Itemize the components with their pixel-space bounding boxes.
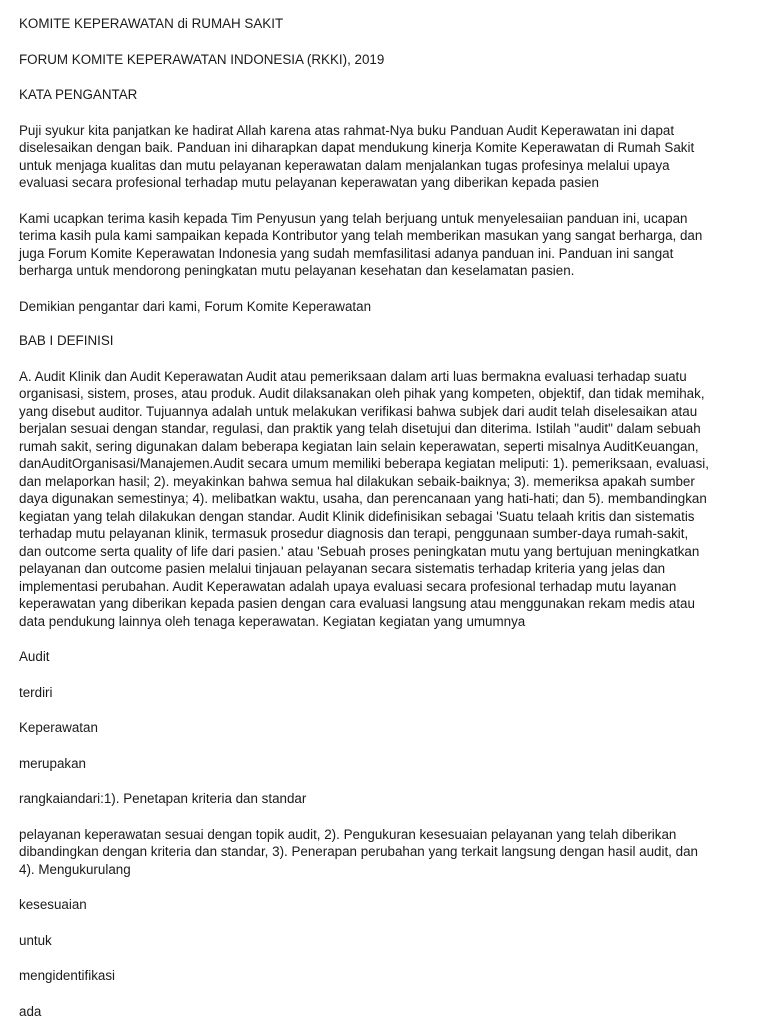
text-line: Kami ucapkan terima kasih kepada Tim Penyusun yang telah berjuang untuk menyelesaiian panduan ini, ucapan <box>19 210 688 226</box>
text-line: daya digunakan semestinya; 4). melibatkan waktu, usaha, dan perencanaan yang hati-hati; dan 5). membandingkan <box>19 491 707 506</box>
text-line: keperawatan yang diberikan kepada pasien dengan cara evaluasi langsung atau menggunakan rekam medis atau <box>19 596 695 611</box>
fragment-word: terdiri <box>19 684 53 700</box>
text-line: dibandingkan dengan kriteria dan standar, 3). Penerapan perubahan yang terkait langsung dengan hasil audit, dan <box>19 844 698 859</box>
fragment-word: Audit <box>19 649 50 664</box>
foreword-closing: Demikian pengantar dari kami, Forum Komite Keperawatan <box>19 298 372 314</box>
text-line: terima kasih pula kami sampaikan kepada Kontributor yang telah memberikan masukan yang sangat berharga, dan <box>19 228 703 243</box>
foreword-paragraph-2 <box>19 210 754 280</box>
text-line: organisasi, sistem, proses, atau produk. Audit dilaksanakan oleh pihak yang kompeten, objektif, dan tidak memihak, <box>19 386 705 401</box>
fragment-word: kesesuaian <box>19 897 87 912</box>
forum-heading: FORUM KOMITE KEPERAWATAN INDONESIA (RKKI), 2019 <box>19 51 385 67</box>
text-line: evaluasi secara profesional terhadap mutu pelayanan keperawatan yang diberikan kepada pasien <box>19 175 599 190</box>
text-line: pelayanan dan outcome pasien melalui tinjauan pelayanan secara sistematis terhadap kriteria yang jelas dan <box>19 561 666 576</box>
document-title: KOMITE KEPERAWATAN di RUMAH SAKIT <box>19 16 284 31</box>
chapter-heading: BAB I DEFINISI <box>19 333 114 348</box>
continuation-paragraph <box>19 826 754 879</box>
text-line: Puji syukur kita panjatkan ke hadirat Allah karena atas rahmat-Nya buku Panduan Audit Keperawatan ini dapat <box>19 122 675 138</box>
fragment-word: Keperawatan <box>19 720 98 735</box>
text-line: danAuditOrganisasi/Manajemen.Audit secara umum memiliki beberapa kegiatan meliputi: 1). pemeriksaan, evaluasi, <box>19 456 709 471</box>
text-line: pelayanan keperawatan sesuai dengan topik audit, 2). Pengukuran kesesuaian pelayanan yang telah diberikan <box>19 826 677 842</box>
fragment-word: untuk <box>19 932 52 948</box>
text-line: dan outcome serta quality of life dari pasien.' atau 'Sebuah proses peningkatan mutu yang bertujuan meningkatkan <box>19 543 700 559</box>
text-line: dan melaporkan hasil; 2). meyakinkan bahwa semua hal dilakukan sebaik-baiknya; 3). memeriksa apakah sumber <box>19 473 695 489</box>
text-line: untuk menjaga kualitas dan mutu pelayanan keperawatan dalam menjalankan tugas profesinya melalui upaya <box>19 157 670 173</box>
text-line: A. Audit Klinik dan Audit Keperawatan Audit atau pemeriksaan dalam arti luas bermakna evaluasi terhadap suatu <box>19 368 687 384</box>
fragment-word: ada <box>19 1003 42 1019</box>
foreword-heading: KATA PENGANTAR <box>19 87 138 102</box>
fragment-word: rangkaiandari:1). Penetapan kriteria dan standar <box>19 791 307 806</box>
fragment-word: merupakan <box>19 755 86 771</box>
text-line: berharga untuk mendorong peningkatan mutu pelayanan kesehatan dan keselamatan pasien. <box>19 263 575 278</box>
text-line: rumah sakit, sering digunakan dalam beberapa kegiatan lain selain keperawatan, seperti misalnya AuditKeuangan, <box>19 438 699 454</box>
text-line: 4). Mengukurulang <box>19 861 131 877</box>
text-line: diselesaikan dengan baik. Panduan ini diharapkan dapat mendukung kinerja Komite Keperawatan di Rumah Sakit <box>19 140 695 155</box>
fragment-word: mengidentifikasi <box>19 968 116 983</box>
text-line: data pendukung lainnya oleh tenaga keperawatan. Kegiatan kegiatan yang umumnya <box>19 613 526 629</box>
definition-paragraph <box>19 368 754 631</box>
document-page <box>19 15 754 1020</box>
foreword-paragraph-1 <box>19 122 754 192</box>
text-line: implementasi perubahan. Audit Keperawatan adalah upaya evaluasi secara profesional terhadap mutu layanan <box>19 578 677 594</box>
text-line: juga Forum Komite Keperawatan Indonesia yang sudah memfasilitasi adanya panduan ini. Panduan ini sangat <box>19 245 674 261</box>
text-line: berjalan sesuai dengan standar, regulasi, dan praktik yang telah disetujui dan diterima. Istilah "audit" dalam sebuah <box>19 421 701 436</box>
text-line: yang disebut auditor. Tujuannya adalah untuk melakukan verifikasi bahwa subjek dari audit telah diselesaikan atau <box>19 403 698 419</box>
text-line: kegiatan yang telah dilakukan dengan standar. Audit Klinik didefinisikan sebagai 'Suatu telaah kritis dan sistematis <box>19 508 695 524</box>
text-line: terhadap mutu pelayanan klinik, termasuk prosedur diagnosis dan terapi, penggunaan sumber-daya rumah-sakit, <box>19 526 689 541</box>
